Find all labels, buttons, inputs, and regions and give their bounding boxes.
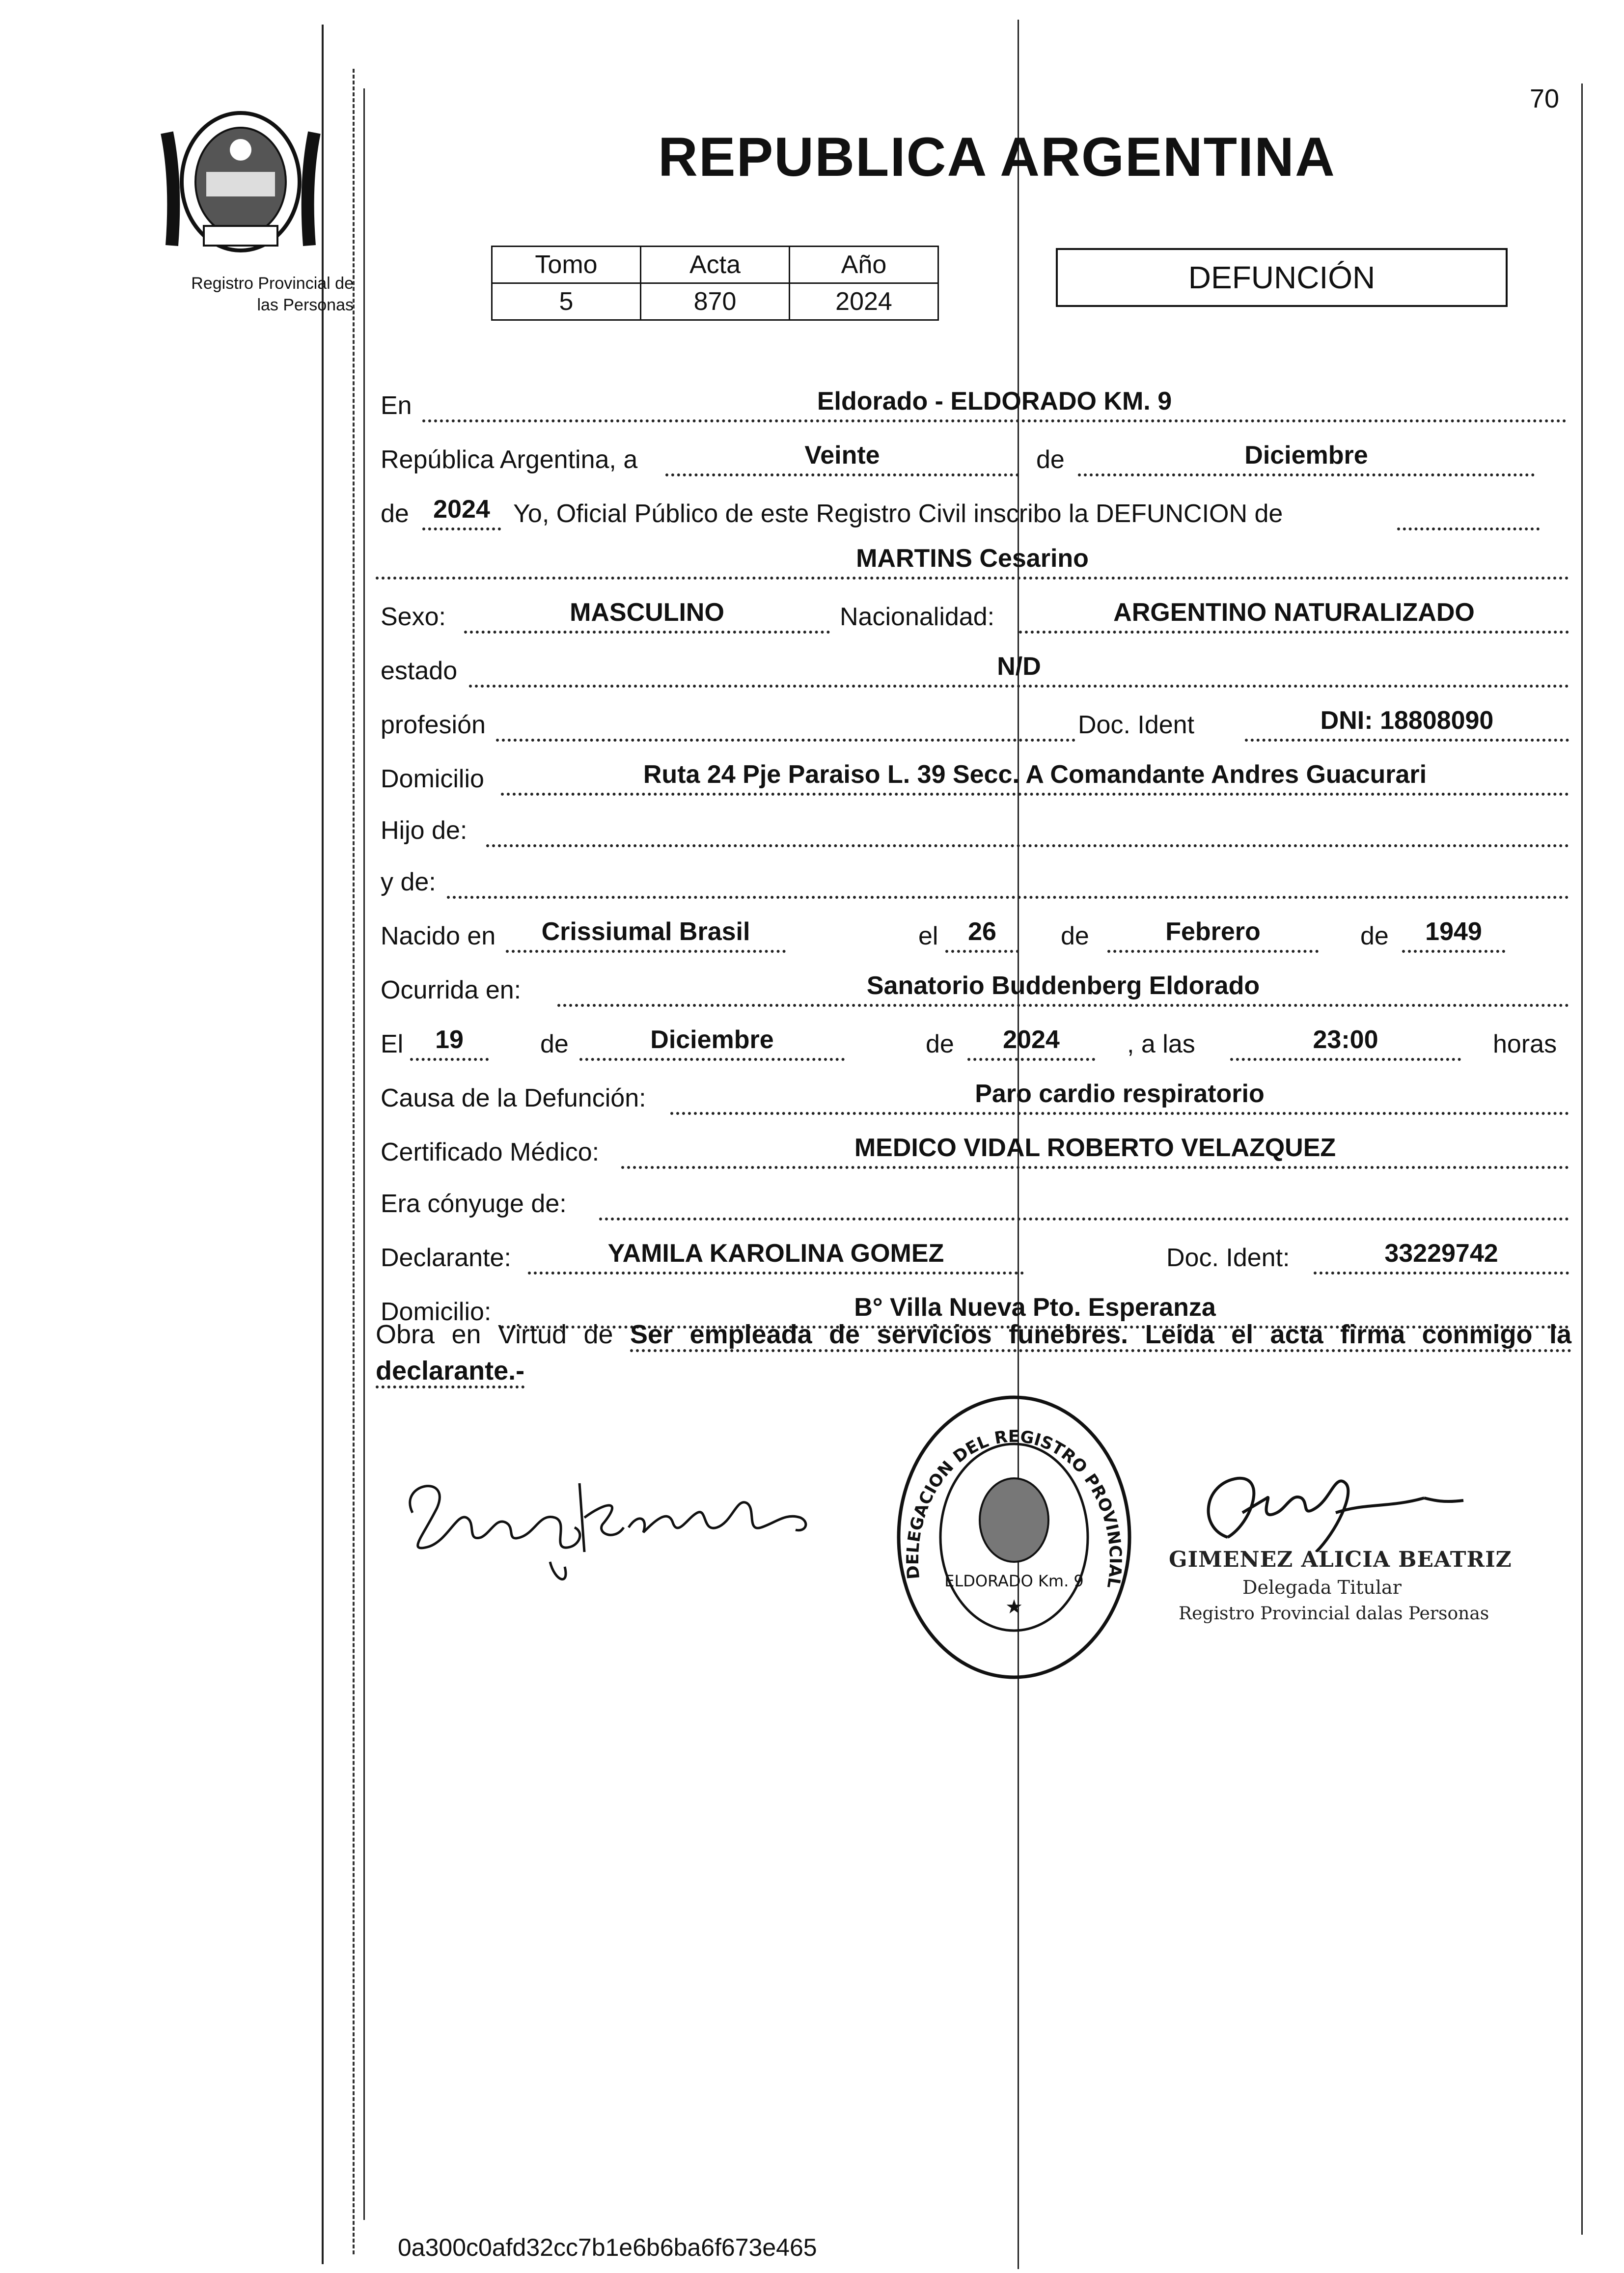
margin-line-2 [363, 88, 365, 2220]
oficial-text: Yo, Oficial Público de este Registro Civil inscribo la DEFUNCION de [513, 499, 1283, 528]
row-causa [376, 1066, 1571, 1120]
row-nacido [376, 904, 1571, 958]
y-de-label: y de: [381, 868, 436, 896]
stamp-place: ELDORADO Km. 9 [944, 1572, 1084, 1590]
certificado-label: Certificado Médico: [381, 1138, 600, 1166]
row-profesion [376, 693, 1571, 747]
certificado-field: MEDICO VIDAL ROBERTO VELAZQUEZ [621, 1132, 1569, 1169]
lugar-field: Eldorado - ELDORADO KM. 9 [422, 385, 1567, 422]
value-acta: 870 [641, 283, 790, 320]
conyuge-field [599, 1183, 1569, 1220]
sexo-label: Sexo: [381, 603, 446, 631]
ocurrida-label: Ocurrida en: [381, 976, 522, 1004]
ocurrida-field: Sanatorio Buddenberg Eldorado [557, 970, 1569, 1007]
domicilio-field: Ruta 24 Pje Paraiso L. 39 Secc. A Comandante Andres Guacurari [501, 758, 1569, 796]
doc-label: Doc. Ident [1078, 711, 1195, 739]
declarante-signature [393, 1454, 835, 1591]
nacido-mes-field: Febrero [1107, 915, 1319, 953]
margin-dash-line [353, 69, 355, 2254]
profesion-label: profesión [381, 711, 486, 739]
El-label: El [381, 1030, 404, 1058]
obra-text: Ser empleada de servicios funebres. Leida el acta firma conmigo la declarante.- [376, 1320, 1571, 1388]
page-number: 70 [1530, 84, 1560, 113]
en-label: En [381, 391, 412, 420]
svg-text:★: ★ [1005, 1596, 1023, 1618]
nacido-lugar-field: Crissiumal Brasil [506, 915, 786, 953]
de-anio-label: de [381, 499, 409, 528]
left-margin-line [322, 25, 324, 2264]
value-tomo: 5 [492, 283, 641, 320]
nacido-de-label-2: de [1360, 922, 1389, 950]
header-anio: Año [790, 247, 938, 283]
estado-label: estado [381, 657, 458, 685]
dia-texto-field: Veinte [665, 439, 1019, 476]
a-las-label: , a las [1127, 1030, 1195, 1058]
republica-label: República Argentina, a [381, 445, 638, 474]
row-sexo [376, 584, 1571, 638]
row-certificado [376, 1120, 1571, 1174]
def-mes-field: Diciembre [579, 1024, 845, 1061]
obra-paragraph [376, 1316, 1571, 1389]
official-name: GIMENEZ ALICIA BEATRIZ [1169, 1547, 1512, 1572]
row-y-de [376, 850, 1571, 904]
stamp-text: DELEGACION DEL REGISTRO PROVINCIAL [903, 1426, 1126, 1590]
value-anio: 2024 [790, 283, 938, 320]
nacionalidad-field: ARGENTINO NATURALIZADO [1019, 596, 1569, 634]
def-hora-field: 23:00 [1230, 1024, 1461, 1061]
horas-label: horas [1493, 1030, 1557, 1058]
nacido-de-label-1: de [1061, 922, 1089, 950]
row-hijo [376, 798, 1571, 852]
y-de-field [447, 861, 1569, 899]
row-conyuge [376, 1171, 1571, 1225]
causa-label: Causa de la Defunción: [381, 1084, 646, 1112]
header-acta: Acta [641, 247, 790, 283]
row-nombre [376, 530, 1571, 584]
domicilio-label: Domicilio [381, 765, 484, 793]
official-signature-block [1169, 1454, 1522, 1650]
declarante-doc-field: 33229742 [1314, 1237, 1569, 1275]
conyuge-label: Era cónyuge de: [381, 1190, 567, 1218]
reference-table [491, 246, 939, 321]
nacido-anio-field: 1949 [1402, 915, 1505, 953]
declarante-field: YAMILA KAROLINA GOMEZ [528, 1237, 1024, 1275]
row-domicilio [376, 747, 1571, 801]
obra-label: Obra en Virtud de [376, 1320, 613, 1349]
def-de-label-2: de [926, 1030, 954, 1058]
sexo-field: MASCULINO [464, 596, 830, 634]
logo-caption [147, 273, 354, 316]
domicilio2-label: Domicilio: [381, 1298, 492, 1326]
declarante-domicilio-field: B° Villa Nueva Pto. Esperanza [501, 1291, 1569, 1329]
nacido-label: Nacido en [381, 922, 496, 950]
nacido-dia-field: 26 [945, 915, 1019, 953]
row-oficial [376, 481, 1571, 535]
right-margin-line [1581, 83, 1583, 2235]
province-seal-logo [157, 103, 324, 260]
doc-field: DNI: 18808090 [1245, 704, 1569, 742]
hijo-label: Hijo de: [381, 816, 468, 845]
nacionalidad-label: Nacionalidad: [840, 603, 995, 631]
official-signature-scribble [1169, 1454, 1522, 1552]
mes-field: Diciembre [1078, 439, 1535, 476]
logo-caption-line2: las Personas [257, 296, 354, 314]
hijo-field [486, 810, 1569, 847]
declarante-label: Declarante: [381, 1244, 511, 1272]
causa-field: Paro cardio respiratorio [670, 1078, 1569, 1115]
de-label: de [1036, 445, 1065, 474]
def-dia-field: 19 [410, 1024, 489, 1061]
profesion-field [496, 704, 1075, 742]
record-type-box: DEFUNCIÓN [1056, 248, 1508, 307]
def-de-label-1: de [540, 1030, 569, 1058]
row-ocurrida [376, 958, 1571, 1012]
oficial-blank [1397, 493, 1540, 530]
doc-ident-label: Doc. Ident: [1166, 1244, 1290, 1272]
header-tomo: Tomo [492, 247, 641, 283]
el-label: el [918, 922, 938, 950]
row-declarante [376, 1225, 1571, 1279]
official-role: Delegada Titular [1242, 1577, 1402, 1598]
official-office: Registro Provincial dalas Personas [1179, 1604, 1489, 1624]
row-estado [376, 638, 1571, 693]
nombre-field: MARTINS Cesarino [376, 542, 1569, 580]
anio-field: 2024 [422, 493, 501, 530]
footer-hash: 0a300c0afd32cc7b1e6b6ba6f673e465 [398, 2234, 817, 2261]
document-title: REPUBLICA ARGENTINA [658, 126, 1336, 188]
estado-field: N/D [469, 650, 1569, 688]
row-fecha-defuncion [376, 1012, 1571, 1066]
row-fecha [376, 427, 1571, 481]
official-stamp [891, 1390, 1137, 1685]
def-anio-field: 2024 [967, 1024, 1095, 1061]
row-lugar [376, 373, 1571, 427]
logo-caption-line1: Registro Provincial de [191, 274, 354, 293]
